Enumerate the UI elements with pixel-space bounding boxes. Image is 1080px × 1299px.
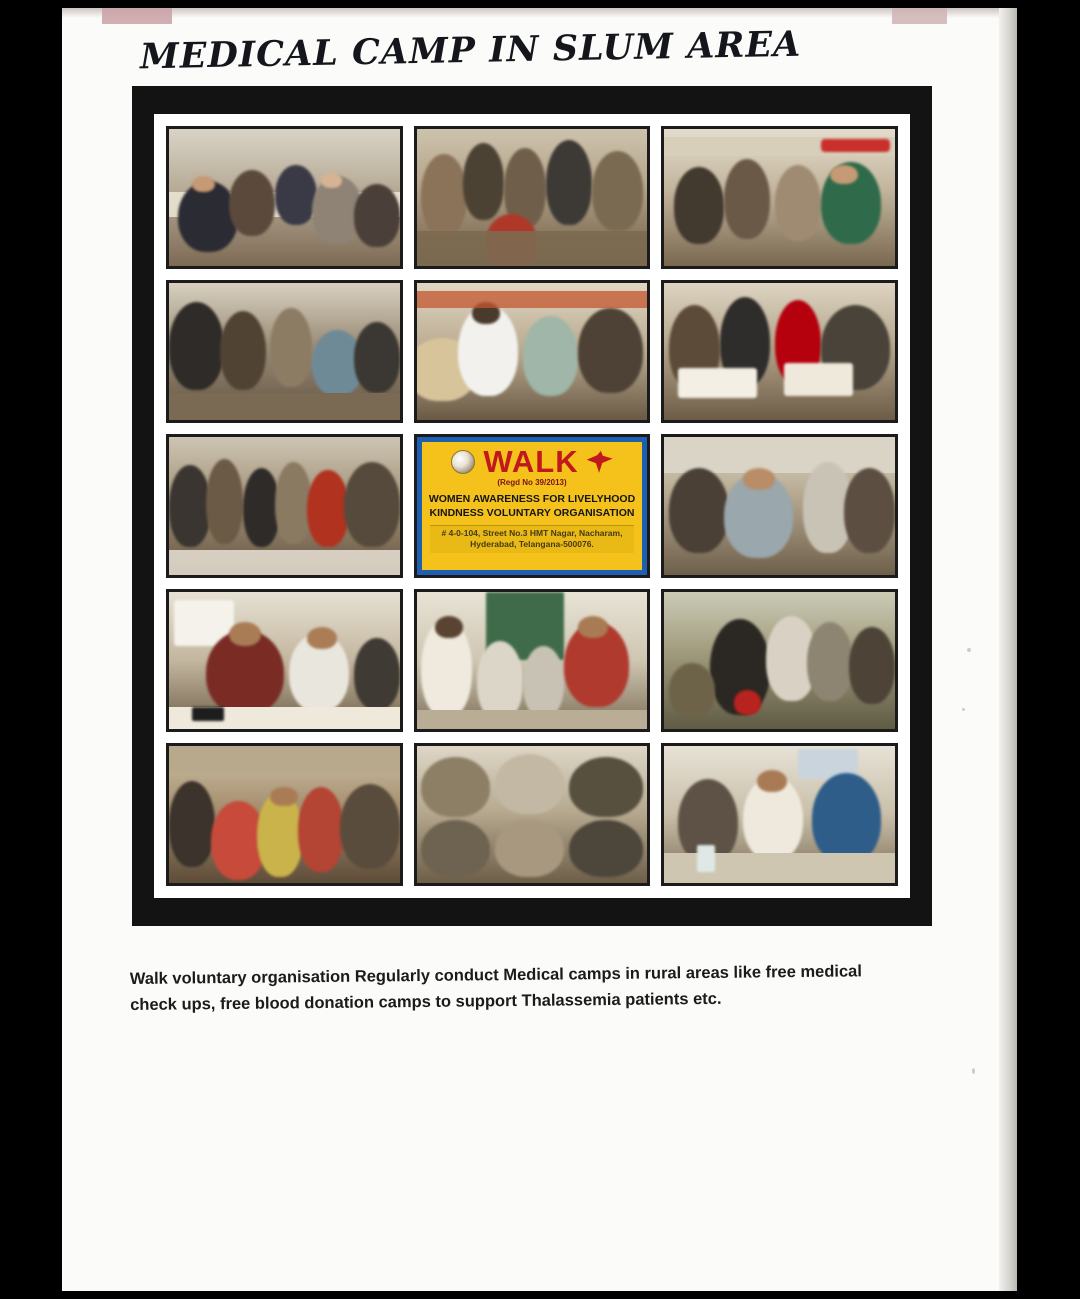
walk-address-line-2: Hyderabad, Telangana-500076. xyxy=(470,538,594,549)
walk-emblem-icon xyxy=(451,450,475,474)
scan-artifact-right xyxy=(892,8,947,24)
photo-r2c2 xyxy=(414,280,651,423)
photo-r4c1 xyxy=(166,589,403,732)
photo-r5c2 xyxy=(414,743,651,886)
walk-address-line-1: # 4-0-104, Street No.3 HMT Nagar, Nacharam, xyxy=(441,527,623,538)
bird-icon xyxy=(587,451,613,473)
photo-r5c1 xyxy=(166,743,403,886)
walk-line-2: KINDNESS VOLUNTARY ORGANISATION xyxy=(429,506,635,519)
photo-r5c3 xyxy=(661,743,898,886)
walk-banner xyxy=(414,434,651,577)
paper-sheet xyxy=(62,8,1017,1291)
photo-collage xyxy=(132,86,932,926)
walk-line-1: WOMEN AWARENESS FOR LIVELYHOOD xyxy=(428,493,636,506)
photo-r4c2 xyxy=(414,589,651,732)
scan-speck xyxy=(962,708,965,711)
photo-r1c3 xyxy=(661,126,898,269)
page-edge-shadow xyxy=(999,8,1017,1291)
photo-r2c1 xyxy=(166,280,403,423)
photo-r3c1 xyxy=(166,434,403,577)
photo-r1c2 xyxy=(414,126,651,269)
photo-r3c3 xyxy=(661,434,898,577)
photo-r4c3 xyxy=(661,589,898,732)
photo-r1c1 xyxy=(166,126,403,269)
scan-speck xyxy=(972,1068,975,1074)
scan-shadow xyxy=(62,8,1017,18)
walk-registration-number: (Regd No 39/2013) xyxy=(497,478,567,488)
photo-r2c3 xyxy=(661,280,898,423)
scan-artifact-left xyxy=(102,8,172,24)
document-caption: Walk voluntary organisation Regularly conduct Medical camps in rural areas like free medical check ups, free blood donation camps to support Thalassemia patients etc. xyxy=(129,962,862,1014)
walk-banner-title: WALK xyxy=(483,444,579,480)
page-title: MEDICAL CAMP IN SLUM AREA xyxy=(139,23,802,78)
scan-speck xyxy=(967,648,971,652)
